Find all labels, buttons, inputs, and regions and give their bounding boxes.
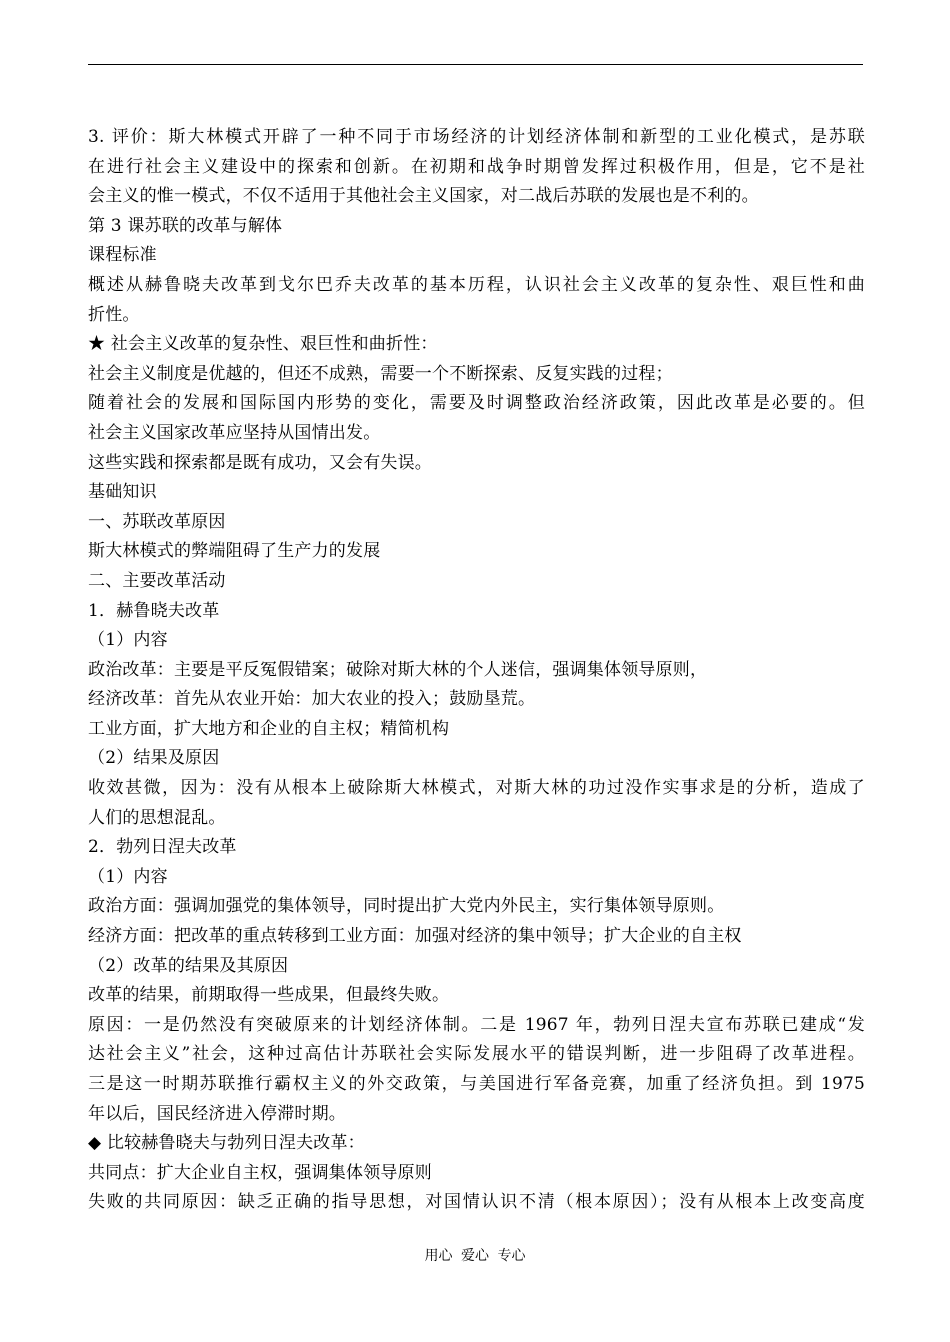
text-line: 年以后，国民经济进入停滞时期。 — [88, 1103, 346, 1124]
text-line: 随着社会的发展和国际国内形势的变化，需要及时调整政治经济政策，因此改革是必要的。但 — [88, 393, 865, 414]
text-line: 共同点：扩大企业自主权，强调集体领导原则 — [88, 1162, 432, 1183]
text-line: 概述从赫鲁晓夫改革到戈尔巴乔夫改革的基本历程，认识社会主义改革的复杂性、艰巨性和曲 — [88, 274, 865, 295]
text-line: 斯大林模式的弊端阻碍了生产力的发展 — [88, 541, 381, 562]
text-line: 二、主要改革活动 — [88, 570, 226, 591]
text-line: 经济方面：把改革的重点转移到工业方面：加强对经济的集中领导；扩大企业的自主权 — [88, 926, 742, 947]
text-line: 社会主义制度是优越的，但还不成熟，需要一个不断探索、反复实践的过程； — [88, 363, 673, 384]
text-line: 这些实践和探索都是既有成功，又会有失误。 — [88, 452, 432, 473]
text-line: （2）结果及原因 — [88, 748, 220, 769]
text-line: （1）内容 — [88, 866, 168, 887]
text-line: ★ 社会主义改革的复杂性、艰巨性和曲折性： — [88, 334, 438, 355]
text-line: （2）改革的结果及其原因 — [88, 955, 289, 976]
text-line: 原因：一是仍然没有突破原来的计划经济体制。二是 1967 年，勃列日涅夫宣布苏联已建成“发 — [88, 1014, 865, 1035]
text-line: 折性。 — [88, 304, 140, 325]
text-line: 会主义的惟一模式，不仅不适用于其他社会主义国家，对二战后苏联的发展也是不利的。 — [88, 186, 759, 207]
text-line: 第 3 课苏联的改革与解体 — [88, 215, 283, 236]
text-line: （1）内容 — [88, 630, 168, 651]
text-line: ◆ 比较赫鲁晓夫与勃列日涅夫改革： — [88, 1133, 365, 1154]
text-line: 1．赫鲁晓夫改革 — [88, 600, 220, 621]
text-line: 课程标准 — [88, 245, 157, 266]
text-line: 达社会主义”社会，这种过高估计苏联社会实际发展水平的错误判断，进一步阻碍了改革进程。 — [88, 1044, 865, 1065]
text-line: 工业方面，扩大地方和企业的自主权；精简机构 — [88, 718, 450, 739]
text-line: 政治方面：强调加强党的集体领导，同时提出扩大党内外民主，实行集体领导原则。 — [88, 896, 725, 917]
text-line: 基础知识 — [88, 482, 157, 503]
text-line: 社会主义国家改革应坚持从国情出发。 — [88, 422, 381, 443]
text-line: 人们的思想混乱。 — [88, 807, 226, 828]
page-footer: 用心 爱心 专心 — [424, 1248, 526, 1264]
document-body — [88, 123, 865, 1218]
text-line: 三是这一时期苏联推行霸权主义的外交政策，与美国进行军备竞赛，加重了经济负担。到 1975 — [88, 1074, 865, 1094]
header-rule — [88, 64, 863, 65]
text-line: 经济改革：首先从农业开始：加大农业的投入；鼓励垦荒。 — [88, 689, 536, 710]
text-line: 2．勃列日涅夫改革 — [88, 837, 237, 858]
text-line: 一、苏联改革原因 — [88, 511, 226, 532]
text-line: 失败的共同原因：缺乏正确的指导思想，对国情认识不清（根本原因）；没有从根本上改变高度 — [88, 1192, 865, 1213]
text-line: 3. 评价：斯大林模式开辟了一种不同于市场经济的计划经济体制和新型的工业化模式，是苏联 — [88, 127, 865, 147]
text-line: 政治改革：主要是平反冤假错案；破除对斯大林的个人迷信，强调集体领导原则， — [88, 659, 708, 680]
text-line: 改革的结果，前期取得一些成果，但最终失败。 — [88, 985, 450, 1006]
text-line: 收效甚微，因为：没有从根本上破除斯大林模式，对斯大林的功过没作实事求是的分析，造成了 — [88, 778, 865, 799]
text-line: 在进行社会主义建设中的探索和创新。在初期和战争时期曾发挥过积极作用，但是，它不是社 — [88, 156, 865, 177]
